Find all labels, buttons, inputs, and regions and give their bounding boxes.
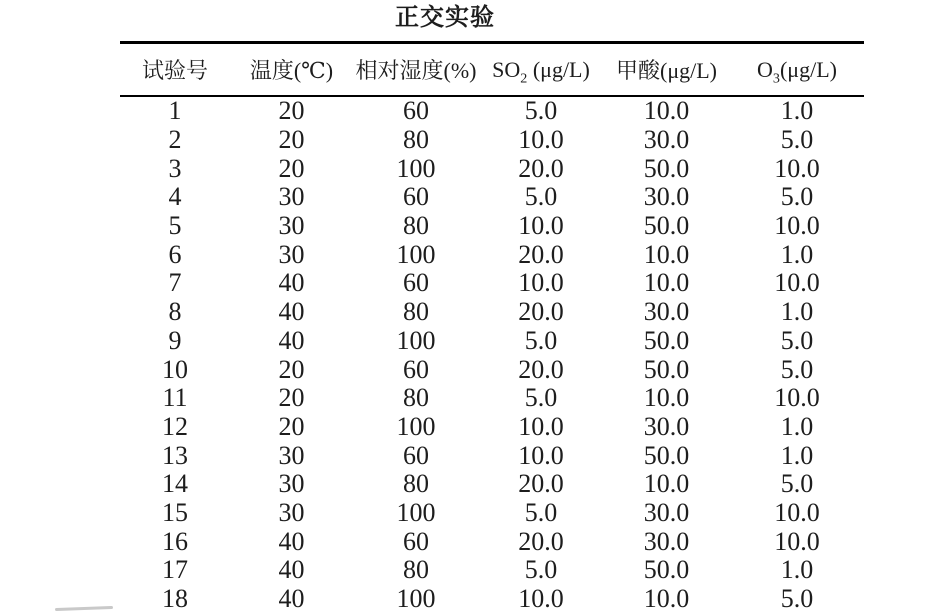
table-cell: 30 bbox=[278, 469, 305, 499]
table-cell: 80 bbox=[403, 211, 429, 241]
table-row bbox=[120, 327, 864, 356]
header-subscript: 2 bbox=[520, 69, 528, 86]
table-cell: 50.0 bbox=[643, 555, 690, 585]
table-row bbox=[120, 441, 864, 470]
scan-artifact-line bbox=[55, 606, 113, 611]
table-cell: 5.0 bbox=[780, 325, 814, 355]
table-cell: 5.0 bbox=[524, 383, 558, 413]
table-cell: 80 bbox=[403, 383, 429, 413]
table-cell: 30 bbox=[278, 211, 305, 241]
table-cell: 30 bbox=[278, 239, 305, 269]
table-cell: 4 bbox=[168, 182, 182, 212]
table-cell: 10 bbox=[162, 354, 188, 384]
column-header-temperature bbox=[230, 43, 353, 97]
table-cell: 7 bbox=[168, 268, 182, 298]
table-row bbox=[120, 355, 864, 384]
header-text: 温度(℃) bbox=[249, 58, 334, 83]
table-cell: 20 bbox=[278, 383, 305, 413]
table-row bbox=[120, 126, 864, 155]
table-cell: 10.0 bbox=[774, 497, 820, 527]
table-row bbox=[120, 154, 864, 183]
table-cell: 30 bbox=[278, 497, 305, 527]
table-cell: 10.0 bbox=[643, 584, 690, 614]
table-cell: 20.0 bbox=[518, 469, 564, 499]
table-cell: 10.0 bbox=[518, 125, 564, 155]
header-text: 试验号 bbox=[141, 58, 208, 83]
table-cell: 20.0 bbox=[518, 239, 564, 269]
table-cell: 100 bbox=[396, 153, 436, 183]
table-row bbox=[120, 499, 864, 528]
table-cell: 100 bbox=[396, 411, 436, 441]
table-cell: 1.0 bbox=[780, 555, 814, 585]
table-cell: 5.0 bbox=[780, 125, 814, 155]
table-cell: 6 bbox=[168, 239, 182, 269]
table-cell: 10.0 bbox=[643, 268, 690, 298]
table-cell: 1.0 bbox=[780, 239, 814, 269]
table-cell: 10.0 bbox=[518, 440, 564, 470]
table-header-row bbox=[120, 43, 864, 97]
table-cell: 80 bbox=[403, 125, 429, 155]
table-cell: 60 bbox=[403, 268, 429, 298]
table-cell: 1.0 bbox=[780, 96, 814, 126]
table-cell: 40 bbox=[278, 297, 305, 327]
table-cell: 5 bbox=[168, 211, 182, 241]
table-cell: 5.0 bbox=[524, 96, 558, 126]
table-cell: 15 bbox=[162, 497, 188, 527]
table-cell: 10.0 bbox=[774, 526, 820, 556]
table-cell: 20.0 bbox=[518, 354, 564, 384]
table-cell: 3 bbox=[168, 153, 182, 183]
table-cell: 80 bbox=[403, 555, 429, 585]
table-cell: 5.0 bbox=[524, 325, 558, 355]
table-row bbox=[120, 585, 864, 614]
table-row bbox=[120, 240, 864, 269]
header-subscript: 3 bbox=[772, 69, 780, 86]
table-row bbox=[120, 269, 864, 298]
table-cell: 10.0 bbox=[518, 211, 564, 241]
table-title: 正交实验 bbox=[395, 5, 495, 31]
table-row bbox=[120, 183, 864, 212]
table-cell: 5.0 bbox=[780, 584, 814, 614]
table-cell: 5.0 bbox=[524, 182, 558, 212]
table-cell: 10.0 bbox=[774, 268, 820, 298]
table-cell: 20.0 bbox=[518, 297, 564, 327]
table-cell: 100 bbox=[396, 584, 436, 614]
table-cell: 16 bbox=[162, 526, 188, 556]
table-cell: 10.0 bbox=[643, 469, 690, 499]
table-cell: 50.0 bbox=[643, 211, 690, 241]
table-cell: 10.0 bbox=[643, 239, 690, 269]
table-cell: 1.0 bbox=[780, 297, 814, 327]
table-cell: 17 bbox=[162, 555, 188, 585]
orthogonal-experiment-table bbox=[120, 41, 864, 613]
table-cell: 30.0 bbox=[643, 297, 690, 327]
table-cell: 20 bbox=[278, 354, 305, 384]
table-cell: 10.0 bbox=[518, 584, 564, 614]
table-cell: 20.0 bbox=[518, 526, 564, 556]
table-cell: 11 bbox=[162, 383, 188, 413]
table-cell: 10.0 bbox=[518, 411, 564, 441]
table-cell: 5.0 bbox=[780, 354, 814, 384]
table-row bbox=[120, 413, 864, 442]
table-cell: 50.0 bbox=[643, 354, 690, 384]
table-row bbox=[120, 527, 864, 556]
table-cell: 10.0 bbox=[774, 383, 820, 413]
table-body bbox=[120, 96, 864, 613]
header-text: 相对湿度(%) bbox=[355, 58, 477, 83]
table-cell: 1.0 bbox=[780, 440, 814, 470]
table-cell: 30 bbox=[278, 440, 305, 470]
table-cell: 13 bbox=[162, 440, 188, 470]
column-header-o3 bbox=[730, 43, 864, 97]
table-cell: 40 bbox=[278, 584, 305, 614]
table-cell: 50.0 bbox=[643, 440, 690, 470]
table-cell: 5.0 bbox=[780, 469, 814, 499]
table-cell: 60 bbox=[403, 440, 429, 470]
table-cell: 100 bbox=[396, 325, 436, 355]
table-cell: 60 bbox=[403, 354, 429, 384]
table-cell: 30.0 bbox=[643, 526, 690, 556]
table-cell: 20 bbox=[278, 96, 305, 126]
table-row bbox=[120, 298, 864, 327]
table-cell: 20.0 bbox=[518, 153, 564, 183]
header-text: (μg/L) bbox=[527, 56, 590, 82]
header-text: (μg/L) bbox=[779, 56, 837, 82]
table-cell: 10.0 bbox=[518, 268, 564, 298]
table-cell: 30.0 bbox=[643, 125, 690, 155]
header-text: O bbox=[757, 56, 773, 82]
table-cell: 60 bbox=[403, 96, 429, 126]
table-cell: 30 bbox=[278, 182, 305, 212]
table-row bbox=[120, 384, 864, 413]
table-cell: 40 bbox=[278, 526, 305, 556]
table-cell: 1 bbox=[168, 96, 182, 126]
table-row bbox=[120, 212, 864, 241]
table-cell: 30.0 bbox=[643, 497, 690, 527]
table-cell: 80 bbox=[403, 297, 429, 327]
table-cell: 50.0 bbox=[643, 153, 690, 183]
column-header-test-number bbox=[120, 43, 230, 97]
table-cell: 60 bbox=[403, 182, 429, 212]
table-cell: 30.0 bbox=[643, 411, 690, 441]
table-cell: 20 bbox=[278, 125, 305, 155]
table-row bbox=[120, 96, 864, 126]
table-cell: 20 bbox=[278, 411, 305, 441]
table-cell: 100 bbox=[396, 239, 436, 269]
table-cell: 14 bbox=[162, 469, 188, 499]
table-cell: 5.0 bbox=[524, 555, 558, 585]
table-cell: 12 bbox=[162, 411, 188, 441]
table-cell: 10.0 bbox=[774, 153, 820, 183]
header-text: 甲酸(μg/L) bbox=[616, 58, 717, 83]
table-row bbox=[120, 556, 864, 585]
table-cell: 10.0 bbox=[774, 211, 820, 241]
table-cell: 80 bbox=[403, 469, 429, 499]
table-cell: 5.0 bbox=[524, 497, 558, 527]
table-cell: 40 bbox=[278, 268, 305, 298]
table-cell: 30.0 bbox=[643, 182, 690, 212]
table-cell: 8 bbox=[168, 297, 182, 327]
table-cell: 10.0 bbox=[643, 383, 690, 413]
column-header-so2 bbox=[479, 43, 603, 97]
table-cell: 60 bbox=[403, 526, 429, 556]
column-header-relative-humidity bbox=[353, 43, 479, 97]
table-cell: 10.0 bbox=[643, 96, 690, 126]
table-cell: 9 bbox=[168, 325, 182, 355]
table-cell: 18 bbox=[162, 584, 188, 614]
table-cell: 1.0 bbox=[780, 411, 814, 441]
column-header-formic-acid bbox=[603, 43, 730, 97]
table-cell: 5.0 bbox=[780, 182, 814, 212]
table-cell: 2 bbox=[168, 125, 182, 155]
table-cell: 40 bbox=[278, 325, 305, 355]
table-cell: 20 bbox=[278, 153, 305, 183]
table-cell: 50.0 bbox=[643, 325, 690, 355]
header-text: SO bbox=[492, 56, 521, 82]
table-cell: 40 bbox=[278, 555, 305, 585]
table-row bbox=[120, 470, 864, 499]
table-cell: 100 bbox=[396, 497, 436, 527]
